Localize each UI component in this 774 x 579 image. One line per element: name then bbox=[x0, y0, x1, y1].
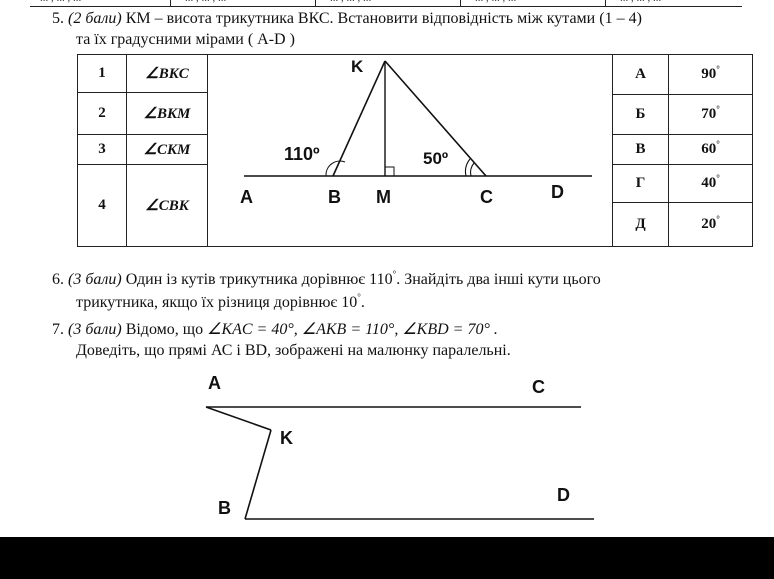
angle-cell: ∠CBK bbox=[127, 165, 208, 247]
q6-text-b: . Знайдіть два інші кути цього bbox=[396, 271, 601, 288]
row-number: 1 bbox=[78, 55, 127, 93]
angle-label-c: 50º bbox=[423, 149, 449, 168]
line-ak bbox=[206, 407, 271, 430]
q6-points: (3 бали) bbox=[68, 271, 122, 288]
row-number: 3 bbox=[78, 135, 127, 165]
q7-line2: Доведіть, що прямі АС і BD, зображені на малюнку паралельні. bbox=[76, 342, 511, 359]
answer-value: 60° bbox=[669, 135, 753, 165]
answer-letter: В bbox=[613, 135, 669, 165]
q7-formula: ∠KAC = 40°, ∠AKB = 110°, ∠KBD = 70° . bbox=[207, 321, 498, 338]
label-k2: K bbox=[280, 428, 293, 448]
answer-letter: Б bbox=[613, 95, 669, 135]
q5-text: КМ – висота трикутника ВКС. Встановити відповідність між кутами (1 – 4) bbox=[121, 10, 642, 27]
answer-letter: Г bbox=[613, 165, 669, 203]
q7-line1 bbox=[52, 319, 498, 339]
row-number: 2 bbox=[78, 93, 127, 135]
q6-line1: 6. (3 бали) Один із кутів трикутника дорівнює 110°. Знайдіть два інші кути цього bbox=[52, 269, 601, 288]
label-m: M bbox=[376, 187, 391, 207]
label-c2: C bbox=[532, 377, 545, 397]
answer-letter: Д bbox=[613, 203, 669, 247]
side-kb bbox=[333, 61, 385, 176]
label-a: A bbox=[240, 187, 253, 207]
row-number: 4 bbox=[78, 165, 127, 247]
line-kb bbox=[245, 430, 271, 519]
q7-points: (3 бали) bbox=[68, 321, 122, 338]
q7-number: 7. bbox=[52, 321, 64, 338]
angle-arc-c1 bbox=[471, 163, 474, 176]
q5-line2: та їх градусними мірами ( А-D ) bbox=[76, 31, 295, 48]
q6-line2: трикутника, якщо їх різниця дорівнює 10°. bbox=[76, 292, 365, 311]
label-c: C bbox=[480, 187, 493, 207]
label-b2: B bbox=[218, 498, 231, 518]
answer-value: 40° bbox=[669, 165, 753, 203]
angle-arc-c2 bbox=[466, 159, 470, 176]
angle-cell: ∠BKM bbox=[127, 93, 208, 135]
right-angle-mark bbox=[385, 167, 394, 176]
q5-points: (2 бали) bbox=[68, 10, 122, 27]
angle-cell: ∠CKM bbox=[127, 135, 208, 165]
angle-cell: ∠BKC bbox=[127, 55, 208, 93]
q7-text-a: Відомо, що bbox=[121, 321, 208, 338]
answer-value: 90° bbox=[669, 55, 753, 95]
answer-value: 20° bbox=[669, 203, 753, 247]
answer-letter: А bbox=[613, 55, 669, 95]
q6-text-a: Один із кутів трикутника дорівнює 110 bbox=[121, 271, 393, 288]
angle-arc-b bbox=[326, 161, 345, 176]
q5-number: 5. bbox=[52, 10, 64, 27]
label-b: B bbox=[328, 187, 341, 207]
label-d: D bbox=[551, 182, 564, 202]
angle-label-b: 110º bbox=[284, 144, 320, 164]
label-k: K bbox=[351, 57, 364, 76]
q6-number: 6. bbox=[52, 271, 64, 288]
label-a2: A bbox=[208, 373, 221, 393]
label-d2: D bbox=[557, 485, 570, 505]
bottom-black-bar bbox=[0, 537, 774, 579]
answer-value: 70° bbox=[669, 95, 753, 135]
